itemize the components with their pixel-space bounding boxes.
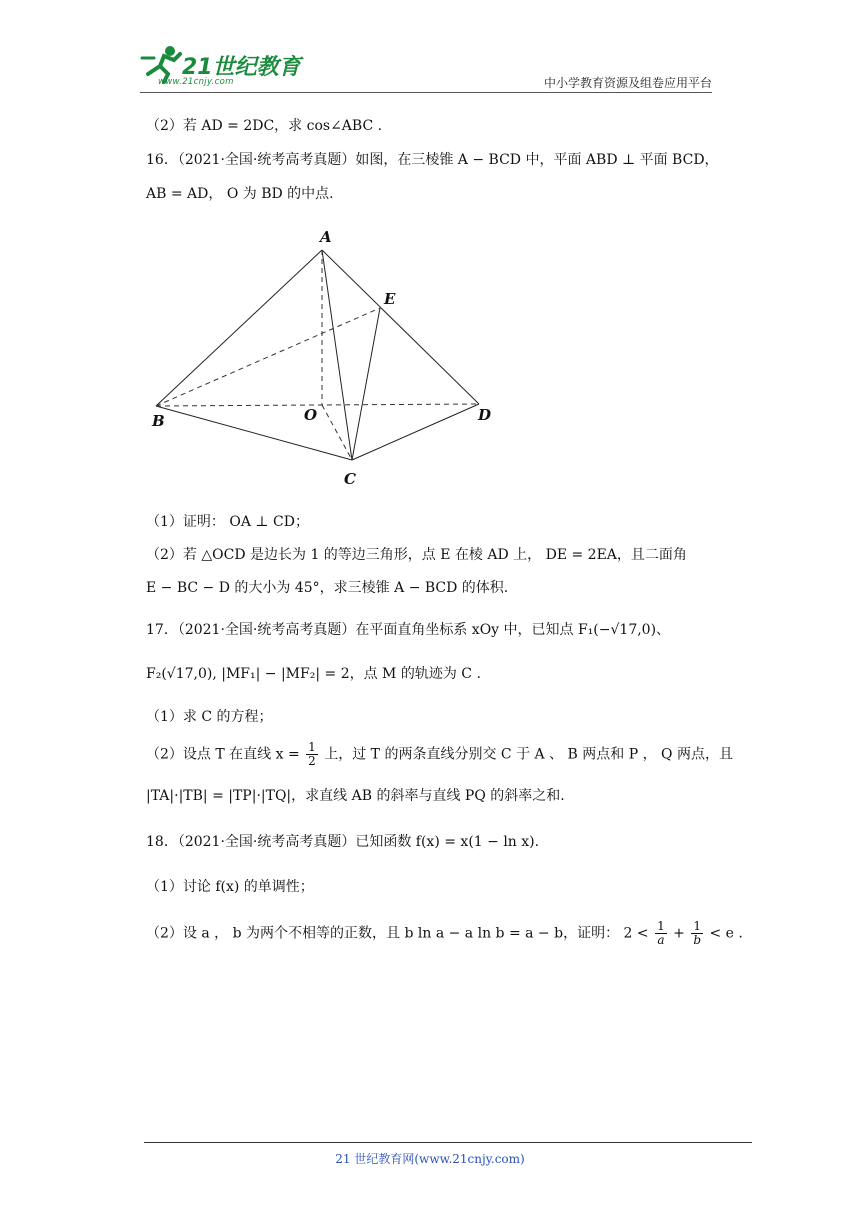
fraction-1-over-b bbox=[691, 920, 703, 947]
q18-part1: （1）讨论 f(x) 的单调性； bbox=[146, 879, 314, 895]
q18-part2-text-b: < e . bbox=[709, 925, 743, 942]
q18-part2-text-a: （2）设 a ， b 为两个不相等的正数，且 b ln a − a ln b = a − b，证明： 2 < bbox=[146, 925, 649, 942]
header-tagline: 中小学教育资源及组卷应用平台 bbox=[543, 76, 712, 90]
frac-den: 2 bbox=[308, 754, 316, 768]
edge-CE bbox=[352, 308, 380, 460]
fraction-1-over-a bbox=[655, 920, 667, 947]
q16-part1: （1）证明： OA ⊥ CD； bbox=[146, 514, 309, 530]
frac-num: 1 bbox=[308, 740, 316, 754]
edge-AD bbox=[322, 250, 479, 404]
q18-part2 bbox=[146, 920, 743, 947]
edge-BD-hidden bbox=[156, 404, 479, 406]
q17-part2-text-a: （2）设点 T 在直线 x = bbox=[146, 746, 300, 763]
frac-den: a bbox=[657, 933, 665, 947]
footer-text: 21 世纪教育网(www.21cnjy.com) bbox=[335, 1152, 525, 1166]
edge-BC bbox=[156, 406, 352, 460]
frac-den: b bbox=[693, 933, 702, 947]
plus-sign: + bbox=[673, 925, 685, 942]
site-logo bbox=[140, 44, 315, 90]
label-A: A bbox=[320, 228, 332, 246]
tetrahedron-figure bbox=[146, 222, 506, 497]
fraction-one-half bbox=[306, 741, 318, 768]
label-E: E bbox=[384, 290, 396, 308]
q17-stem: 17．（2021·全国·统考高考真题）在平面直角坐标系 xOy 中，已知点 F₁(−√17,0)、 bbox=[146, 622, 671, 638]
edge-OC-hidden bbox=[322, 405, 352, 460]
q17-stem-cont: F₂(√17,0), |MF₁| − |MF₂| = 2，点 M 的轨迹为 C . bbox=[146, 666, 481, 682]
header-divider bbox=[140, 92, 712, 93]
edge-BE-hidden bbox=[156, 308, 380, 406]
edge-AC bbox=[322, 250, 352, 460]
label-D: D bbox=[478, 406, 492, 424]
q17-part2-text-b: 上，过 T 的两条直线分别交 C 于 A 、 B 两点和 P ， Q 两点，且 bbox=[324, 746, 733, 763]
q16-stem: 16．（2021·全国·统考高考真题）如图，在三棱锥 A − BCD 中，平面 ABD ⊥ 平面 BCD， bbox=[146, 152, 719, 168]
logo-url: www.21cnjy.com bbox=[158, 77, 234, 87]
label-O: O bbox=[304, 406, 318, 424]
q17-part1: （1）求 C 的方程； bbox=[146, 709, 273, 725]
label-B: B bbox=[152, 412, 165, 430]
q18-stem: 18．（2021·全国·统考高考真题）已知函数 f(x) = x(1 − ln x). bbox=[146, 834, 540, 850]
q17-part2-cont: |TA|·|TB| = |TP|·|TQ|，求直线 AB 的斜率与直线 PQ 的斜率之和. bbox=[146, 788, 565, 804]
edge-AB bbox=[156, 250, 322, 406]
q15-part2: （2）若 AD = 2DC，求 cos∠ABC . bbox=[146, 118, 383, 134]
logo-text: 21世纪教育 bbox=[182, 55, 301, 80]
frac-num: 1 bbox=[693, 919, 701, 933]
q17-part2 bbox=[146, 741, 733, 768]
label-C: C bbox=[344, 470, 356, 488]
frac-num: 1 bbox=[657, 919, 665, 933]
page-header bbox=[140, 44, 712, 92]
footer-divider bbox=[144, 1142, 752, 1143]
edge-CD bbox=[352, 404, 479, 460]
q16-part2-cont: E − BC − D 的大小为 45°，求三棱锥 A − BCD 的体积. bbox=[146, 580, 509, 596]
q16-part2: （2）若 △OCD 是边长为 1 的等边三角形，点 E 在棱 AD 上， DE = 2EA，且二面角 bbox=[146, 547, 687, 563]
q16-stem-cont: AB = AD， O 为 BD 的中点. bbox=[146, 186, 334, 202]
